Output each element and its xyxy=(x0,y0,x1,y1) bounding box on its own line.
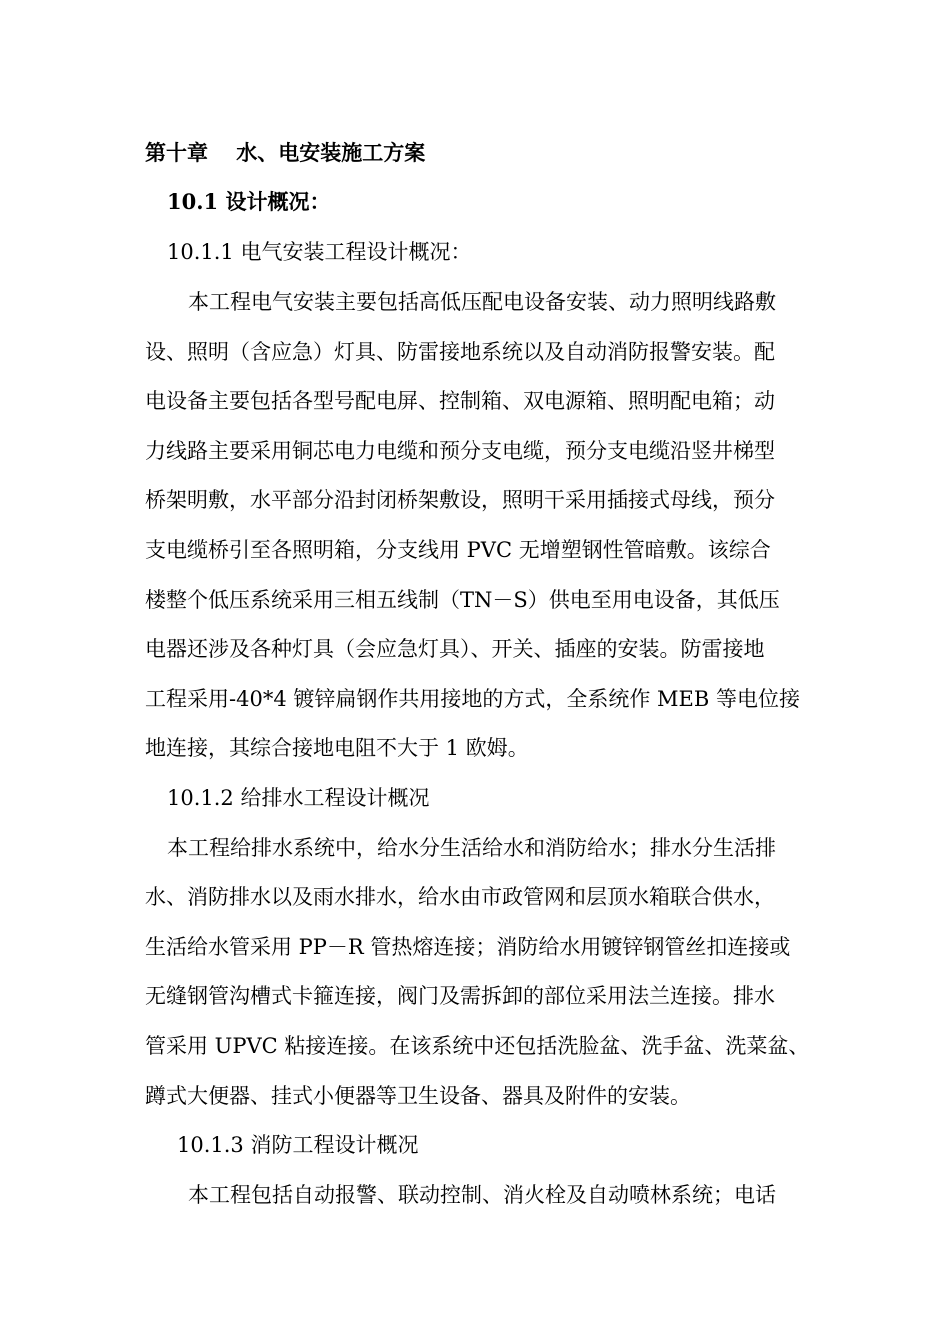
paragraph-line: 蹲式大便器、挂式小便器等卫生设备、器具及附件的安装。 xyxy=(145,1084,691,1108)
paragraph-line: 电器还涉及各种灯具（会应急灯具）、开关、插座的安装。防雷接地 xyxy=(145,637,765,661)
paragraph-line: 力线路主要采用铜芯电力电缆和预分支电缆，预分支电缆沿竖井梯型 xyxy=(145,439,775,463)
paragraph-line: 电设备主要包括各型号配电屏、控制箱、双电源箱、照明配电箱；动 xyxy=(145,389,775,413)
subsection-heading-electrical: 10.1.1 电气安装工程设计概况： xyxy=(167,240,472,264)
paragraph-line: 本工程给排水系统中，给水分生活给水和消防给水；排水分生活排 xyxy=(167,836,776,860)
paragraph-line: 工程采用-40*4 镀锌扁钢作共用接地的方式，全系统作 MEB 等电位接 xyxy=(145,687,800,711)
paragraph-line: 水、消防排水以及雨水排水，给水由市政管网和层顶水箱联合供水， xyxy=(145,885,775,909)
paragraph-line: 桥架明敷，水平部分沿封闭桥架敷设，照明干采用插接式母线，预分 xyxy=(145,488,775,512)
paragraph-line: 楼整个低压系统采用三相五线制（TN－S）供电至用电设备，其低压 xyxy=(145,588,780,612)
section-title: 10.1 设计概况： xyxy=(167,189,331,214)
paragraph-line: 管采用 UPVC 粘接连接。在该系统中还包括洗脸盆、洗手盆、洗菜盆、 xyxy=(145,1034,810,1058)
paragraph-line: 本工程电气安装主要包括高低压配电设备安装、动力照明线路敷 xyxy=(188,290,776,314)
paragraph-line: 地连接，其综合接地电阻不大于 1 欧姆。 xyxy=(145,736,529,760)
paragraph-line: 支电缆桥引至各照明箱，分支线用 PVC 无增塑钢性管暗敷。该综合 xyxy=(145,538,771,562)
chapter-title: 第十章 水、电安装施工方案 xyxy=(145,140,426,165)
paragraph-line: 无缝钢管沟槽式卡箍连接，阀门及需拆卸的部位采用法兰连接。排水 xyxy=(145,984,775,1008)
paragraph-line: 生活给水管采用 PP－R 管热熔连接；消防给水用镀锌钢管丝扣连接或 xyxy=(145,935,791,959)
paragraph-line: 设、照明（含应急）灯具、防雷接地系统以及自动消防报警安装。配 xyxy=(145,340,775,364)
subsection-heading-fire: 10.1.3 消防工程设计概况 xyxy=(177,1133,419,1157)
subsection-heading-plumbing: 10.1.2 给排水工程设计概况 xyxy=(167,786,430,810)
paragraph-line: 本工程包括自动报警、联动控制、消火栓及自动喷林系统；电话 xyxy=(188,1183,776,1207)
